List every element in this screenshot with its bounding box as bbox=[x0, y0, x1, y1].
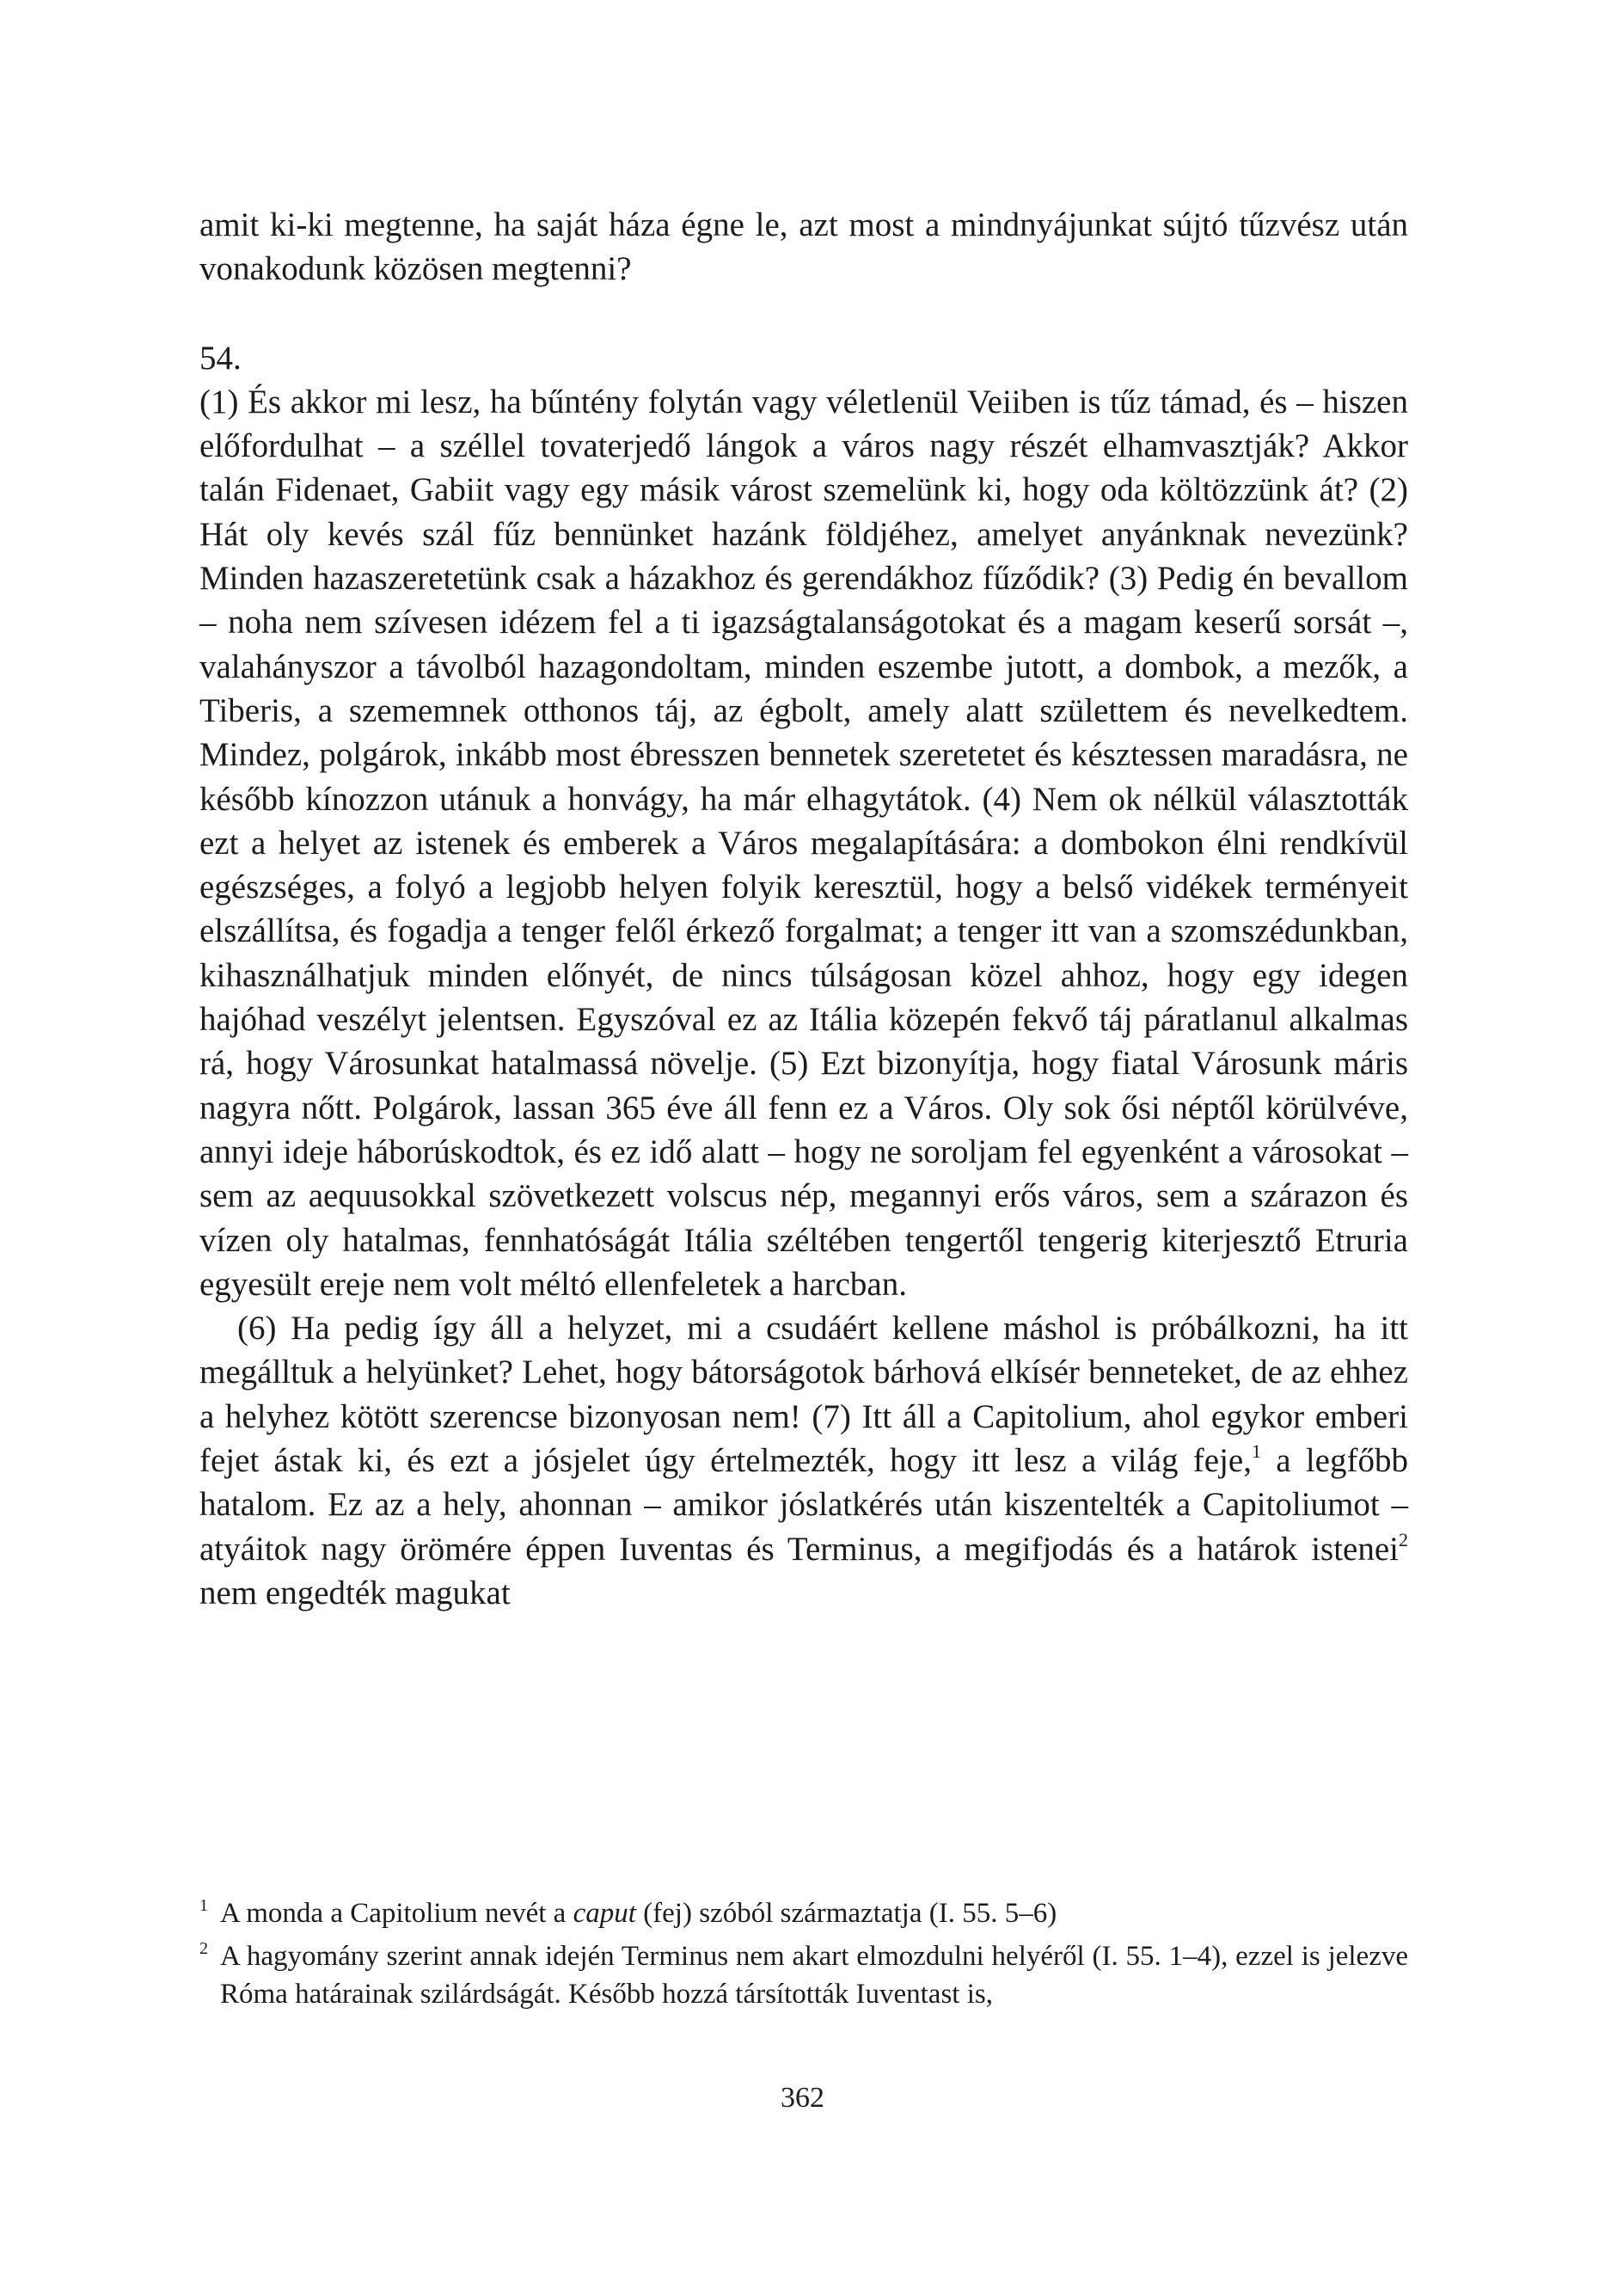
footnotes bbox=[199, 1894, 1408, 2013]
opening-paragraph: amit ki-ki megtenne, ha saját háza égne le, azt most a mindnyájunkat sújtó tűzvész után vonakodunk közösen megtenni? bbox=[199, 206, 1408, 288]
page-number: 362 bbox=[781, 2082, 824, 2114]
footnote-ref-1: 1 bbox=[1251, 1440, 1261, 1463]
paragraph-2-text-c: nem engedték magukat bbox=[199, 1574, 511, 1611]
footnote-1-text-after: (fej) szóból származtatja (I. 55. 5–6) bbox=[635, 1898, 1057, 1929]
chapter-number: 54. bbox=[199, 339, 242, 377]
main-text bbox=[199, 203, 1408, 1615]
footnote-1-italic: caput bbox=[573, 1898, 636, 1929]
footnote-2: 2 A hagyomány szerint annak idején Terminus nem akart elmozdulni helyéről (I. 55. 1–4), ezzel is jelezve Róma határainak szilárdságát. Később hozzá társították Iuventast is, bbox=[199, 1939, 1408, 2010]
footnote-1: 1 A monda a Capitolium nevét a caput (fej) szóból származtatja (I. 55. 5–6) bbox=[199, 1896, 1057, 1929]
footnote-1-text-before: A monda a Capitolium nevét a bbox=[220, 1898, 573, 1929]
footnote-2-text: A hagyomány szerint annak idején Terminus nem akart elmozdulni helyéről (I. 55. 1–4), ezzel is jelezve Róma határainak szilárdságát. Később hozzá társították Iuventast is, bbox=[220, 1941, 1408, 2010]
paragraph-2-text-a: (6) Ha pedig így áll a helyzet, mi a csudáért kellene máshol is próbálkozni, ha itt megálltuk a helyünket? Lehet, hogy bátorságotok bárhová elkísér benneteket, de az ehhez a helyhez kötött szerencse bizonyosan nem! (7) Itt áll a Capitolium, ahol egykor emberi fejet ástak ki, és ezt a jósjelet úgy értelmezték, hogy itt lesz a világ feje, bbox=[199, 1310, 1408, 1480]
paragraph-2-text-b: a legfőbb hatalom. Ez az a hely, ahonnan – amikor jóslatkérés után kiszentelték a Capitoliumot – atyáitok nagy örömére éppen Iuventas és Terminus, a megifjodás és a határok istenei bbox=[199, 1442, 1408, 1568]
paragraph-2 bbox=[199, 1306, 1408, 1615]
paragraph-1: (1) És akkor mi lesz, ha bűntény folytán vagy véletlenül Veiiben is tűz támad, és – hiszen előfordulhat – a széllel tovaterjedő lángok a város nagy részét elhamvasztják? Akkor talán Fidenaet, Gabiit vagy egy másik várost szemelünk ki, hogy oda költözzünk át? (2) Hát oly kevés szál fűz bennünket hazánk földjéhez, amelyet anyánknak nevezünk? Minden hazaszeretetünk csak a házakhoz és gerendákhoz fűződik? (3) Pedig én bevallom – noha nem szívesen idézem fel a ti igazságtalanságotokat és a magam keserű sorsát –, valahányszor a távolból hazagondoltam, minden eszembe jutott, a dombok, a mezők, a Tiberis, a szememnek otthonos táj, az égbolt, amely alatt születtem és nevelkedtem. Mindez, polgárok, inkább most ébresszen bennetek szeretetet és késztessen maradásra, ne később kínozzon utánuk a honvágy, ha már elhagytátok. (4) Nem ok nélkül választották ezt a helyet az istenek és emberek a Város megalapítására: a dombokon élni rendkívül egészséges, a folyó a legjobb helyen folyik keresztül, hogy a belső vidékek terményeit elszállítsa, és fogadja a tenger felől érkező forgalmat; a tenger itt van a szomszédunkban, kihasználhatjuk minden előnyét, de nincs túlságosan közel ahhoz, hogy egy idegen hajóhad veszélyt jelentsen. Egyszóval ez az Itália közepén fekvő táj páratlanul alkalmas rá, hogy Városunkat hatalmassá növelje. (5) Ezt bizonyítja, hogy fiatal Városunk máris nagyra nőtt. Polgárok, lassan 365 éve áll fenn ez a Város. Oly sok ősi néptől körülvéve, annyi ideje háborúskodtok, és ez idő alatt – hogy ne soroljam fel egyenként a városokat – sem az aequusokkal szövetkezett volscus nép, megannyi erős város, sem a szárazon és vízen oly hatalmas, fennhatóságát Itália széltében tengertől tengerig kiterjesztő Etruria egyesült ereje nem volt méltó ellenfeletek a harcban. bbox=[199, 383, 1408, 1303]
footnote-ref-2: 2 bbox=[1399, 1528, 1408, 1550]
